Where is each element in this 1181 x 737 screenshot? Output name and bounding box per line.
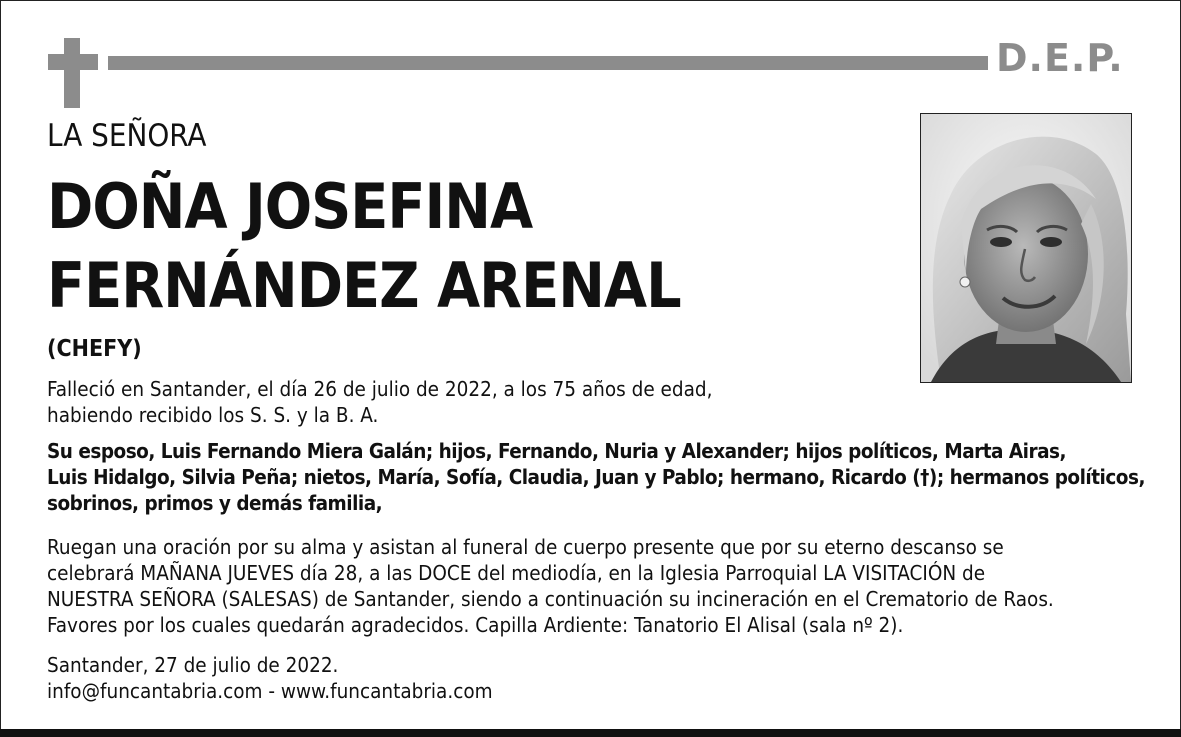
family-line: Luis Hidalgo, Silvia Peña; nietos, María, Sofía, Claudia, Juan y Pablo; hermano, Ricardo (†); hermanos políticos,	[47, 465, 1145, 489]
portrait-photo	[920, 113, 1132, 383]
bottom-rule	[0, 729, 1181, 737]
notice-title: LA SEÑORA	[47, 118, 207, 154]
deceased-name-line1: DOÑA JOSEFINA	[47, 170, 533, 243]
header-rule	[108, 56, 988, 70]
family-line: Su esposo, Luis Fernando Miera Galán; hijos, Fernando, Nuria y Alexander; hijos políticos, Marta Airas,	[47, 439, 1067, 463]
death-line: Falleció en Santander, el día 26 de julio de 2022, a los 75 años de edad,	[47, 377, 713, 401]
family-line: sobrinos, primos y demás familia,	[47, 491, 383, 515]
closing-block	[47, 652, 493, 704]
portrait-image	[921, 114, 1131, 382]
cross-icon	[48, 38, 98, 108]
funeral-line: Ruegan una oración por su alma y asistan al funeral de cuerpo presente que por su eterno descanso se	[47, 535, 1004, 559]
funeral-paragraph	[47, 534, 1054, 638]
place-date: Santander, 27 de julio de 2022.	[47, 653, 339, 677]
funeral-line: Favores por los cuales quedarán agradecidos. Capilla Ardiente: Tanatorio El Alisal (sala nº 2).	[47, 613, 904, 637]
funeral-line: NUESTRA SEÑORA (SALESAS) de Santander, siendo a continuación su incineración en el Crematorio de Raos.	[47, 587, 1054, 611]
deceased-name-line2: FERNÁNDEZ ARENAL	[47, 249, 681, 322]
death-paragraph	[47, 376, 712, 428]
funeral-line: celebrará MAÑANA JUEVES día 28, a las DOCE del mediodía, en la Iglesia Parroquial LA VISITACIÓN de	[47, 561, 986, 585]
contact-info: info@funcantabria.com - www.funcantabria.com	[47, 679, 493, 703]
deceased-nickname: (CHEFY)	[47, 336, 142, 362]
dep-label: D.E.P.	[996, 36, 1124, 80]
death-line: habiendo recibido los S. S. y la B. A.	[47, 403, 379, 427]
family-paragraph	[47, 438, 1145, 516]
